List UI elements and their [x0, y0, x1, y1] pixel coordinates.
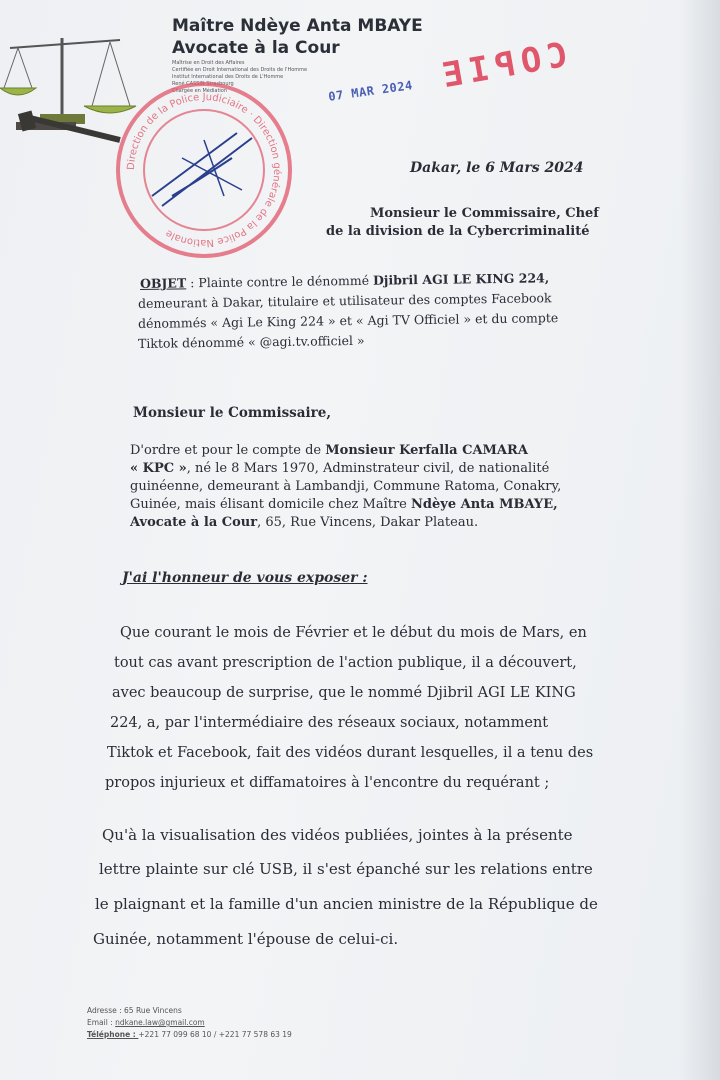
exposition-heading: J'ai l'honneur de vous exposer : [122, 570, 368, 586]
para2-line: tout cas avant prescription de l'action publique, il a découvert, [114, 655, 577, 671]
recipient-line: Monsieur le Commissaire, Chef [370, 206, 599, 221]
seal-text: Direction de la Police Judiciaire · Direction générale de la Police Nationale [125, 91, 283, 249]
para2-line: 224, a, par l'intermédiaire des réseaux sociaux, notamment [110, 715, 549, 731]
footer-phone: +221 77 099 68 10 / +221 77 578 63 19 [138, 1030, 292, 1039]
para3-line: Qu'à la visualisation des vidéos publiées, jointes à la présente [102, 826, 573, 844]
para1-line [130, 443, 528, 458]
client-name: Monsieur Kerfalla CAMARA [325, 443, 528, 458]
para3-line: lettre plainte sur clé USB, il s'est épanché sur les relations entre [99, 860, 593, 878]
para2-line: Tiktok et Facebook, fait des vidéos durant lesquelles, il a tenu des [107, 745, 594, 761]
para1-line [130, 497, 558, 512]
objet-text: : Plainte contre le dénommé [186, 272, 374, 291]
para1-text: , 65, Rue Vincens, Dakar Plateau. [257, 515, 479, 530]
lawyer-title: Avocate à la Cour [172, 38, 340, 58]
page-edge-shadow [680, 0, 720, 1080]
place-date: Dakar, le 6 Mars 2024 [410, 160, 584, 176]
credential-line: Institut International des Droits de L'Homme [172, 74, 284, 80]
accused-name: Djibril AGI LE KING 224, [372, 270, 550, 288]
para3-line: le plaignant et la famille d'un ancien ministre de la République de [95, 895, 598, 913]
objet-line: Tiktok dénommé « @agi.tv.officiel » [137, 332, 365, 351]
credential-line: René CASSIN Strasbourg [172, 81, 234, 87]
para1-text: Guinée, mais élisant domicile chez Maître [130, 497, 412, 512]
footer-phone-line [87, 1030, 292, 1039]
copie-stamp: COPIE [433, 34, 571, 98]
footer-address: Adresse : 65 Rue Vincens [87, 1006, 182, 1015]
police-seal-stamp [112, 78, 297, 263]
objet-label: OBJET [139, 275, 187, 291]
lawyer-ref: Ndèye Anta MBAYE, [411, 497, 558, 512]
para1-line [130, 515, 478, 530]
para1-line: guinéenne, demeurant à Lambandji, Commune Ratoma, Conakry, [130, 479, 562, 494]
lawyer-name: Maître Ndèye Anta MBAYE [172, 16, 423, 36]
recipient-line: de la division de la Cybercriminalité [326, 224, 590, 239]
objet-line: dénommés « Agi Le King 224 » et « Agi TV Officiel » et du compte [137, 310, 559, 331]
para2-line: avec beaucoup de surprise, que le nommé Djibril AGI LE KING [112, 685, 576, 701]
para1-text: , né le 8 Mars 1970, Adminstrateur civil, de nationalité [186, 461, 550, 476]
footer-email: ndkane.law@gmail.com [115, 1018, 205, 1027]
objet-line [140, 270, 549, 291]
para1-text: D'ordre et pour le compte de [130, 443, 326, 458]
credential-line: Certifiée en Droit International des Droits de l'Homme [172, 67, 308, 73]
credential-line: Maîtrise en Droit des Affaires [172, 60, 245, 66]
para1-line [130, 461, 549, 476]
footer-email-label: Email : [87, 1018, 116, 1027]
salutation: Monsieur le Commissaire, [133, 405, 332, 421]
objet-line: demeurant à Dakar, titulaire et utilisateur des comptes Facebook [137, 290, 552, 311]
credential-line: Chargée en Médiation [172, 88, 228, 94]
para2-line: propos injurieux et diffamatoires à l'encontre du requérant ; [105, 775, 550, 791]
lawyer-title-ref: Avocate à la Cour [130, 515, 258, 530]
footer-phone-label: Téléphone : [87, 1030, 139, 1039]
footer-email-line [87, 1018, 205, 1027]
client-nickname: « KPC » [130, 461, 187, 476]
received-date-stamp: 07 MAR 2024 [327, 78, 414, 104]
para2-line: Que courant le mois de Février et le début du mois de Mars, en [120, 625, 587, 641]
para3-line: Guinée, notamment l'épouse de celui-ci. [93, 930, 399, 948]
